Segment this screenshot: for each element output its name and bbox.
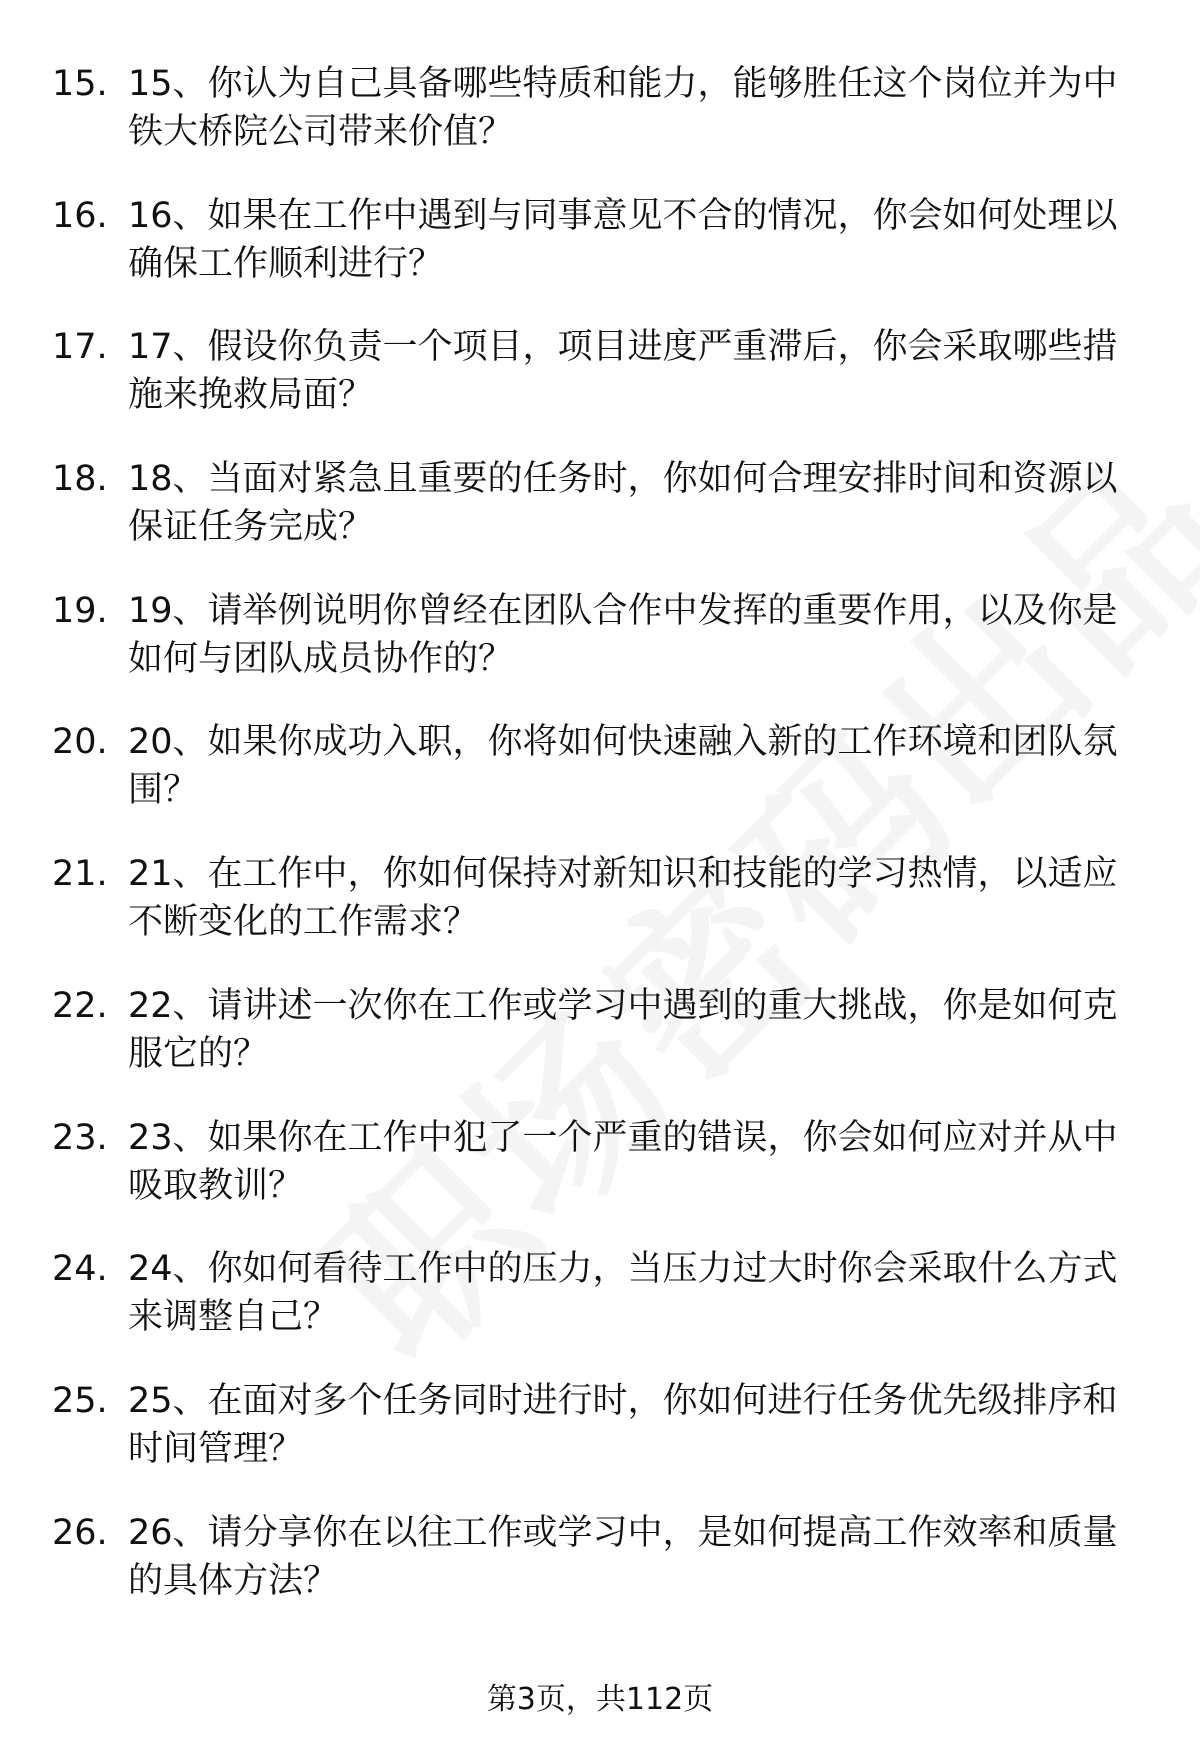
question-number: 22. [52,985,108,1026]
question-text: 16、如果在工作中遇到与同事意见不合的情况，你会如何处理以 确保工作顺利进行？ [128,195,1118,284]
question-item [0,850,1200,982]
question-number: 19. [52,590,108,631]
question-item [0,1377,1200,1509]
question-number: 20. [52,722,108,763]
question-text: 26、请分享你在以往工作或学习中，是如何提高工作效率和质量 的具体方法？ [128,1512,1118,1601]
question-list [0,60,1200,1640]
question-item [0,982,1200,1114]
question-item [0,1509,1200,1641]
question-text: 17、假设你负责一个项目，项目进度严重滞后，你会采取哪些措 施来挽救局面？ [128,327,1118,416]
question-number: 15. [52,64,108,104]
question-item [0,323,1200,455]
question-item [0,1245,1200,1377]
question-text: 25、在面对多个任务同时进行时，你如何进行任务优先级排序和 时间管理？ [128,1380,1118,1469]
question-text: 22、请讲述一次你在工作或学习中遇到的重大挑战，你是如何克 服它的？ [128,985,1118,1074]
question-text: 15、你认为自己具备哪些特质和能力，能够胜任这个岗位并为中 铁大桥院公司带来价值？ [128,64,1118,152]
question-number: 21. [52,854,108,895]
question-text: 20、如果你成功入职，你将如何快速融入新的工作环境和团队氛 围？ [128,722,1118,811]
question-item [0,587,1200,719]
question-text: 21、在工作中，你如何保持对新知识和技能的学习热情，以适应 不断变化的工作需求？ [128,854,1118,943]
question-number: 24. [52,1249,108,1290]
question-number: 18. [52,459,108,500]
question-number: 16. [52,195,108,236]
question-item [0,60,1200,192]
question-item [0,455,1200,587]
question-number: 25. [52,1380,108,1421]
question-item [0,718,1200,850]
question-text: 18、当面对紧急且重要的任务时，你如何合理安排时间和资源以 保证任务完成？ [128,459,1118,548]
question-item [0,192,1200,324]
question-text: 19、请举例说明你曾经在团队合作中发挥的重要作用，以及你是 如何与团队成员协作的？ [128,590,1118,679]
question-number: 23. [52,1117,108,1158]
question-number: 17. [52,327,108,368]
question-text: 23、如果你在工作中犯了一个严重的错误，你会如何应对并从中 吸取教训？ [128,1117,1118,1206]
question-item [0,1114,1200,1246]
question-number: 26. [52,1512,108,1553]
question-text: 24、你如何看待工作中的压力，当压力过大时你会采取什么方式 来调整自己？ [128,1249,1118,1338]
page-number-footer: 第3页，共112页 [486,1682,714,1717]
